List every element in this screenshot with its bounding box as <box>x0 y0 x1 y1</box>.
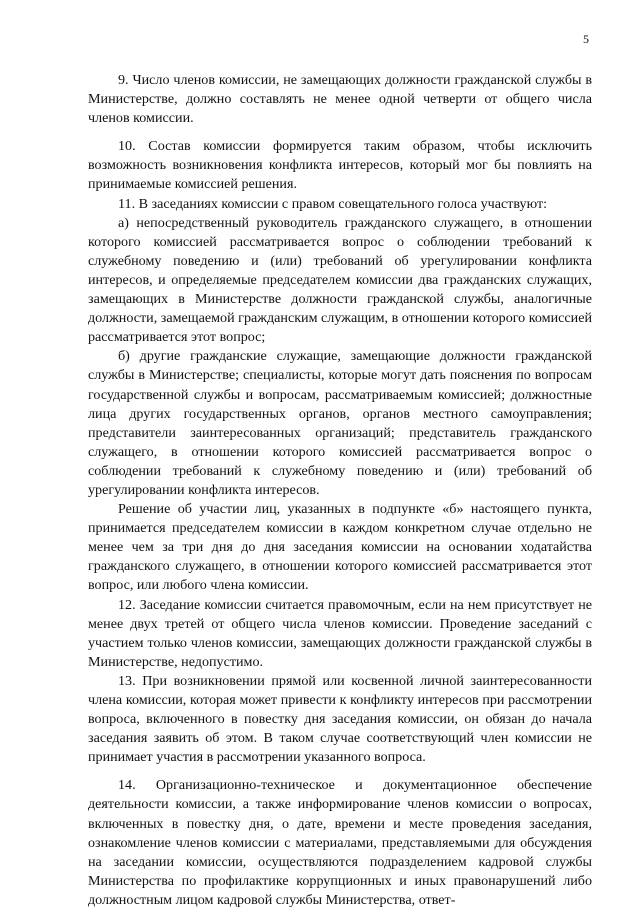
paragraph-14: 14. Организационно-техническое и документационное обеспечение деятельности комиссии, а также информирование членов комиссии о вопросах, включенных в повестку дня, о дате, времени и месте проведения заседания, ознакомление членов комиссии с материалами, представляемыми для обсуждения на заседании комиссии, осуществляются подразделением кадровой службы Министерства по профилактике коррупционных и иных правонарушений либо должностным лицом кадровой службы Министерства, ответ- <box>88 777 592 908</box>
paragraph-10: 10. Состав комиссии формируется таким образом, чтобы исключить возможность возникновения конфликта интересов, который мог бы повлиять на принимаемые комиссией решения. <box>88 138 592 193</box>
paragraph-11-a: а) непосредственный руководитель гражданского служащего, в отношении которого комиссией рассматривается вопрос о соблюдении требований к служебному поведению и (или) требований об урегулировании конфликта интересов, и определяемые председателем комиссии два гражданских служащих, замещающих в Министерстве должности гражданской службы, аналогичные должности, замещаемой гражданским служащим, в отношении которого комиссией рассматривается этот вопрос; <box>88 214 592 346</box>
paragraph-12: 12. Заседание комиссии считается правомочным, если на нем присутствует не менее двух третей от общего числа членов комиссии. Проведение заседаний с участием только членов комиссии, замещающих должности гражданской службы в Министерстве, недопустимо. <box>88 596 592 670</box>
document-body <box>88 71 592 910</box>
paragraph-11-decision: Решение об участии лиц, указанных в подпункте «б» настоящего пункта, принимается председателем комиссии в каждом конкретном случае отдельно не менее чем за три дня до дня заседания комиссии на основании ходатайства гражданского служащего, в отношении которого комиссией рассматривается этот вопрос, или любого члена комиссии. <box>88 501 592 594</box>
paragraph-11: 11. В заседаниях комиссии с правом совещательного голоса участвуют: <box>118 195 548 212</box>
paragraph-13: 13. При возникновении прямой или косвенной личной заинтересованности члена комиссии, которая может привести к конфликту интересов при рассмотрении вопроса, включенного в повестку дня заседания комиссии, он обязан до начала заседания заявить об этом. В таком случае соответствующий член комиссии не принимает участия в рассмотрении указанного вопроса. <box>88 672 592 766</box>
page-number: 5 <box>583 32 589 46</box>
paragraph-11-b: б) другие гражданские служащие, замещающие должности гражданской службы в Министерстве; специалисты, которые могут дать пояснения по вопросам государственной службы и вопросам, рассматриваемым комиссией; должностные лица других государственных органов, органов местного самоуправления; представители заинтересованных организаций; представитель гражданского служащего, в отношении которого комиссией рассматривается вопрос о соблюдении требований к служебному поведению и (или) требований об урегулировании конфликта интересов. <box>88 348 592 498</box>
paragraph-9: 9. Число членов комиссии, не замещающих должности гражданской службы в Министерстве, должно составлять не менее одной четверти от общего числа членов комиссии. <box>88 72 592 127</box>
